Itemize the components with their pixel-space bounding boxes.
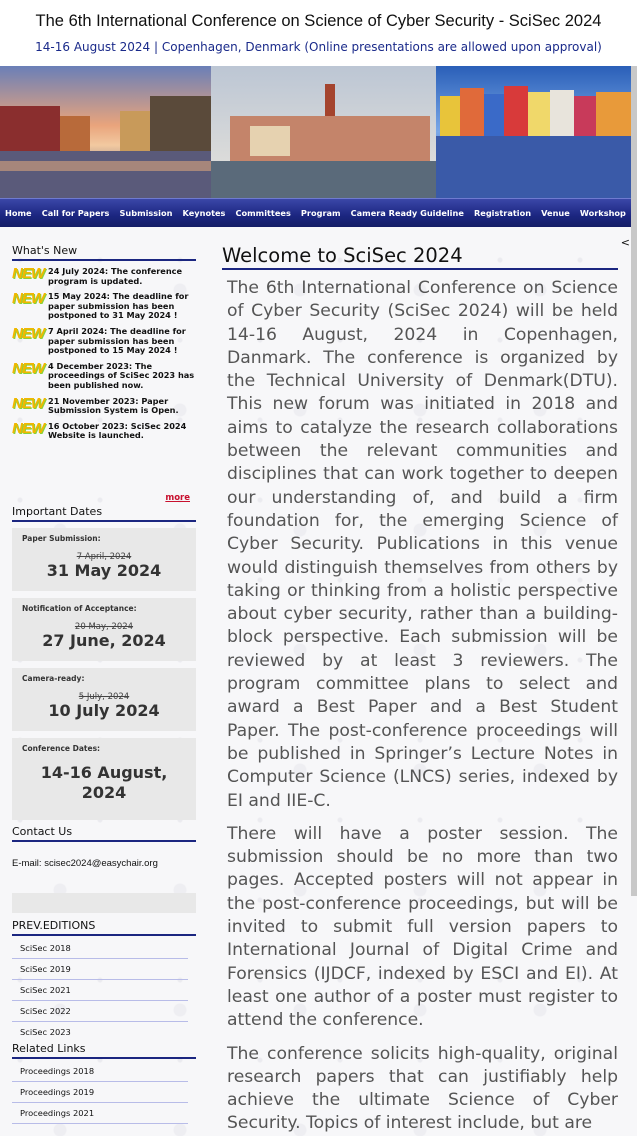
collapse-arrow-icon[interactable]: < <box>620 236 630 249</box>
news-item <box>12 292 196 321</box>
new-badge-icon: NEW <box>12 324 44 342</box>
news-item <box>12 419 196 441</box>
nav-home[interactable]: Home <box>5 208 32 218</box>
nav-call-for-papers[interactable]: Call for Papers <box>41 208 110 218</box>
main-nav <box>0 198 631 227</box>
old-date: 20 May, 2024 <box>74 622 134 632</box>
news-text[interactable]: 21 November 2023: Paper Submission System is Open. <box>48 395 179 416</box>
notification-box <box>12 598 196 661</box>
spacer-bar <box>12 893 196 913</box>
new-badge-icon: NEW <box>12 419 44 437</box>
site-title: The 6th International Conference on Science of Cyber Security - SciSec 2024 <box>35 12 602 30</box>
news-item <box>12 394 196 416</box>
scrollbar[interactable] <box>631 66 637 896</box>
sidebar <box>12 244 196 1124</box>
news-item <box>12 324 196 356</box>
related-link[interactable]: Proceedings 2019 <box>12 1082 188 1103</box>
nav-camera-ready[interactable]: Camera Ready Guideline <box>350 208 464 218</box>
more-link[interactable]: more <box>165 493 190 503</box>
news-list <box>12 267 196 505</box>
conference-dates: 14-16 August, 2024 <box>40 763 168 802</box>
new-badge-icon: NEW <box>12 265 44 282</box>
date-label: Paper Submission: <box>22 534 101 543</box>
paper-submission-box <box>12 528 196 591</box>
whats-new-title: What's New <box>12 244 196 261</box>
related-links-title: Related Links <box>12 1042 196 1059</box>
date-label: Notification of Acceptance: <box>22 604 137 613</box>
news-text[interactable]: 24 July 2024: The conference program is updated. <box>48 266 183 286</box>
date-label: Camera-ready: <box>22 674 85 683</box>
new-date: 10 July 2024 <box>48 701 160 720</box>
nav-workshop[interactable]: Workshop <box>579 208 626 218</box>
nav-registration[interactable]: Registration <box>473 208 532 218</box>
page-title: Welcome to SciSec 2024 <box>222 244 618 270</box>
camera-ready-box <box>12 668 196 731</box>
nav-submission[interactable]: Submission <box>119 208 173 218</box>
banner-image <box>0 66 631 198</box>
related-link[interactable]: Proceedings 2021 <box>12 1103 188 1124</box>
contact-title: Contact Us <box>12 825 196 842</box>
contact-email[interactable]: E-mail: scisec2024@easychair.org <box>12 858 158 869</box>
nav-venue[interactable]: Venue <box>541 208 570 218</box>
nav-committees[interactable]: Committees <box>235 208 291 218</box>
news-text[interactable]: 4 December 2023: The proceedings of SciSec 2023 has been published now. <box>48 360 195 390</box>
new-badge-icon: NEW <box>12 394 44 412</box>
site-subtitle: 14-16 August 2024 | Copenhagen, Denmark (Online presentations are allowed upon approval) <box>35 40 602 54</box>
old-date: 7 April, 2024 <box>76 552 132 562</box>
intro-paragraph: The 6th International Conference on Science of Cyber Security (SciSec 2024) will be held 14-16 August, 2024 in Copenhagen, Danmark. The conference is organized by the Technical University of Denmark(DTU). This new forum was initiated in 2018 and aims to catalyze the research collaborations between the relevant communities and disciplines that can work together to deepen our understanding of, and build a firm foundation for, the emerging Science of Cyber Security. Publications in this venue would distinguish themselves from others by taking or thinking from a holistic perspective about cyber security, rather than a building-block perspective. Each submission will be reviewed by at least 3 reviewers. The program committee plans to select and award a Best Paper and a Best Student Paper. The post-conference proceedings will be published in Springer’s Lecture Notes in Computer Science (LNCS) series, indexed by EI and IIE-C. <box>227 278 618 811</box>
date-label: Conference Dates: <box>22 744 101 753</box>
prev-edition-link[interactable]: SciSec 2019 <box>12 959 188 980</box>
prev-editions-title: PREV.EDITIONS <box>12 919 196 936</box>
prev-edition-link[interactable]: SciSec 2021 <box>12 980 188 1001</box>
prev-edition-link[interactable]: SciSec 2023 <box>20 1027 71 1037</box>
news-text[interactable]: 16 October 2023: SciSec 2024 Website is launched. <box>48 420 187 441</box>
important-dates-title: Important Dates <box>12 505 196 522</box>
site-header <box>0 0 637 66</box>
prev-edition-link[interactable]: SciSec 2022 <box>12 1001 188 1022</box>
nav-program[interactable]: Program <box>300 208 341 218</box>
nav-keynotes[interactable]: Keynotes <box>182 208 226 218</box>
conference-dates-box <box>12 738 196 820</box>
new-date: 27 June, 2024 <box>42 631 166 650</box>
news-item <box>12 267 196 286</box>
news-text[interactable]: 7 April 2024: The deadline for paper submission has been postponed to 15 May 2024 ! <box>48 325 186 356</box>
news-item <box>12 359 196 391</box>
new-badge-icon: NEW <box>12 359 44 377</box>
main-content <box>222 236 630 1136</box>
solicit-paragraph: The conference solicits high-quality, original research papers that can justifiably help achieve the ultimate Science of Cyber Security. Topics of interest include, but are <box>227 1043 618 1134</box>
related-link[interactable]: Proceedings 2018 <box>12 1061 188 1082</box>
banner-photos <box>0 66 631 198</box>
news-text[interactable]: 15 May 2024: The deadline for paper submission has been postponed to 31 May 2024 ! <box>48 291 189 321</box>
new-badge-icon: NEW <box>12 290 44 308</box>
old-date: 5 July, 2024 <box>78 692 130 702</box>
prev-edition-link[interactable]: SciSec 2018 <box>12 938 188 959</box>
new-date: 31 May 2024 <box>46 561 162 580</box>
poster-paragraph: There will have a poster session. The submission should be no more than two pages. Accepted posters will not appear in the post-conference proceedings, but will be invited to submit full version papers to International Journal of Digital Crime and Forensics (IJDCF, indexed by ESCI and EI). At least one author of a poster must register to attend the conference. <box>227 823 618 1031</box>
